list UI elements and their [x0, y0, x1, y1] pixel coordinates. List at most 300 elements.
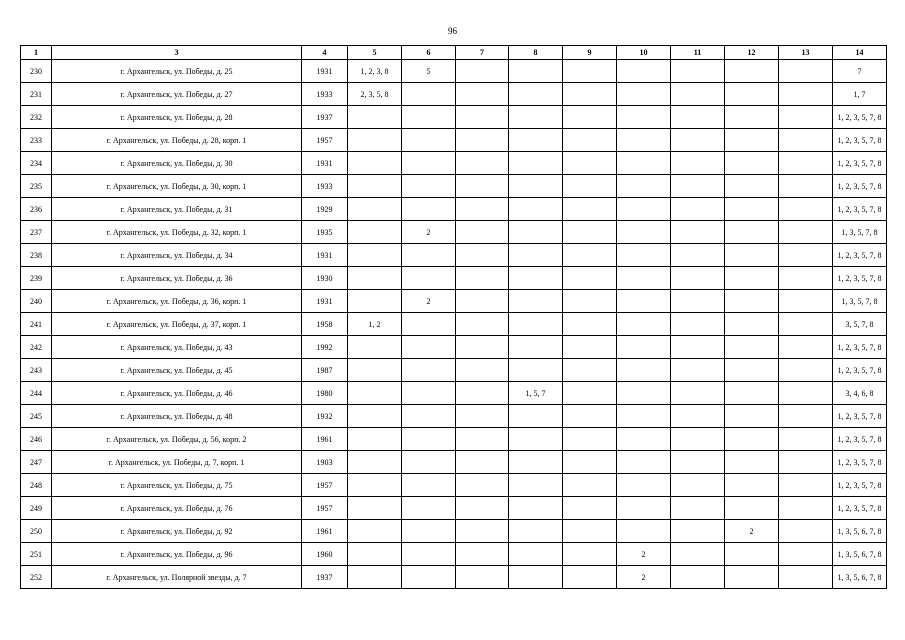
col8-cell [509, 60, 563, 83]
year-cell: 1933 [302, 83, 348, 106]
address-cell: г. Архангельск, ул. Победы, д. 31 [52, 198, 302, 221]
col6-cell [402, 129, 456, 152]
col9-cell [563, 106, 617, 129]
row-number-cell: 238 [21, 244, 52, 267]
col11-cell [671, 382, 725, 405]
year-cell: 1903 [302, 451, 348, 474]
col13-cell [779, 60, 833, 83]
col12-cell [725, 405, 779, 428]
col6-cell [402, 106, 456, 129]
col12-cell [725, 566, 779, 589]
address-cell: г. Архангельск, ул. Победы, д. 30 [52, 152, 302, 175]
address-cell: г. Архангельск, ул. Победы, д. 43 [52, 336, 302, 359]
col7-cell [456, 244, 509, 267]
col12-cell [725, 129, 779, 152]
col7-cell [456, 336, 509, 359]
col5-cell [348, 497, 402, 520]
col8-cell [509, 336, 563, 359]
year-cell: 1992 [302, 336, 348, 359]
col6-cell: 2 [402, 221, 456, 244]
col11-cell [671, 336, 725, 359]
address-cell: г. Архангельск, ул. Победы, д. 46 [52, 382, 302, 405]
col7-cell [456, 83, 509, 106]
table-row [21, 175, 887, 198]
col9-cell [563, 428, 617, 451]
row-number-cell: 236 [21, 198, 52, 221]
col12-cell [725, 267, 779, 290]
col13-cell [779, 221, 833, 244]
col12-cell [725, 382, 779, 405]
col6-cell: 5 [402, 60, 456, 83]
col11-cell [671, 175, 725, 198]
col11-cell [671, 221, 725, 244]
year-cell: 1935 [302, 221, 348, 244]
table-row [21, 152, 887, 175]
year-cell: 1987 [302, 359, 348, 382]
row-number-cell: 252 [21, 566, 52, 589]
col8-cell [509, 359, 563, 382]
col6-cell [402, 198, 456, 221]
address-cell: г. Архангельск, ул. Победы, д. 7, корп. 1 [52, 451, 302, 474]
col11-cell [671, 313, 725, 336]
col9-cell [563, 405, 617, 428]
table-row [21, 405, 887, 428]
year-cell: 1931 [302, 60, 348, 83]
col14-cell: 1, 2, 3, 5, 7, 8 [833, 497, 887, 520]
col8-cell [509, 106, 563, 129]
col5-cell [348, 129, 402, 152]
col6-cell [402, 520, 456, 543]
address-cell: г. Архангельск, ул. Победы, д. 92 [52, 520, 302, 543]
col11-cell [671, 566, 725, 589]
col10-cell [617, 359, 671, 382]
col5-cell [348, 290, 402, 313]
col12-cell [725, 359, 779, 382]
col9-cell [563, 382, 617, 405]
col5-cell [348, 451, 402, 474]
col10-cell: 2 [617, 566, 671, 589]
col12-cell [725, 313, 779, 336]
year-cell: 1932 [302, 405, 348, 428]
column-header: 4 [302, 46, 348, 60]
table-row [21, 428, 887, 451]
col12-cell [725, 198, 779, 221]
col7-cell [456, 129, 509, 152]
col10-cell [617, 221, 671, 244]
col13-cell [779, 106, 833, 129]
address-cell: г. Архангельск, ул. Победы, д. 25 [52, 60, 302, 83]
col6-cell [402, 313, 456, 336]
table-row [21, 474, 887, 497]
column-header: 9 [563, 46, 617, 60]
row-number-cell: 234 [21, 152, 52, 175]
col8-cell [509, 83, 563, 106]
table-header-row [21, 46, 887, 60]
column-header: 14 [833, 46, 887, 60]
col12-cell: 2 [725, 520, 779, 543]
col5-cell [348, 405, 402, 428]
col9-cell [563, 474, 617, 497]
address-cell: г. Архангельск, ул. Победы, д. 96 [52, 543, 302, 566]
table-row [21, 382, 887, 405]
col14-cell: 1, 3, 5, 7, 8 [833, 290, 887, 313]
col11-cell [671, 451, 725, 474]
col10-cell [617, 474, 671, 497]
col9-cell [563, 129, 617, 152]
col7-cell [456, 106, 509, 129]
col8-cell: 1, 5, 7 [509, 382, 563, 405]
col13-cell [779, 382, 833, 405]
col10-cell [617, 497, 671, 520]
table-row [21, 290, 887, 313]
col9-cell [563, 543, 617, 566]
col6-cell [402, 382, 456, 405]
col9-cell [563, 267, 617, 290]
col8-cell [509, 543, 563, 566]
column-header: 1 [21, 46, 52, 60]
col8-cell [509, 198, 563, 221]
col6-cell [402, 267, 456, 290]
table-row [21, 451, 887, 474]
col13-cell [779, 152, 833, 175]
col9-cell [563, 359, 617, 382]
col14-cell: 1, 2, 3, 5, 7, 8 [833, 152, 887, 175]
table-row [21, 336, 887, 359]
year-cell: 1957 [302, 129, 348, 152]
col10-cell [617, 198, 671, 221]
address-cell: г. Архангельск, ул. Победы, д. 48 [52, 405, 302, 428]
year-cell: 1980 [302, 382, 348, 405]
col12-cell [725, 474, 779, 497]
address-cell: г. Архангельск, ул. Победы, д. 36 [52, 267, 302, 290]
col13-cell [779, 359, 833, 382]
col9-cell [563, 336, 617, 359]
col8-cell [509, 497, 563, 520]
col5-cell [348, 359, 402, 382]
col13-cell [779, 497, 833, 520]
col9-cell [563, 221, 617, 244]
col13-cell [779, 244, 833, 267]
col14-cell: 1, 2, 3, 5, 7, 8 [833, 175, 887, 198]
col6-cell [402, 244, 456, 267]
row-number-cell: 250 [21, 520, 52, 543]
col7-cell [456, 405, 509, 428]
col6-cell [402, 428, 456, 451]
col11-cell [671, 198, 725, 221]
col10-cell [617, 152, 671, 175]
address-cell: г. Архангельск, ул. Победы, д. 28 [52, 106, 302, 129]
table-row [21, 60, 887, 83]
row-number-cell: 249 [21, 497, 52, 520]
address-cell: г. Архангельск, ул. Победы, д. 76 [52, 497, 302, 520]
col6-cell [402, 152, 456, 175]
col7-cell [456, 543, 509, 566]
col14-cell: 1, 2, 3, 5, 7, 8 [833, 106, 887, 129]
col13-cell [779, 83, 833, 106]
col13-cell [779, 267, 833, 290]
column-header: 3 [52, 46, 302, 60]
row-number-cell: 230 [21, 60, 52, 83]
col7-cell [456, 152, 509, 175]
col9-cell [563, 451, 617, 474]
col8-cell [509, 520, 563, 543]
address-cell: г. Архангельск, ул. Полярной звезды, д. 7 [52, 566, 302, 589]
column-header: 11 [671, 46, 725, 60]
col9-cell [563, 198, 617, 221]
col13-cell [779, 129, 833, 152]
col13-cell [779, 520, 833, 543]
col12-cell [725, 83, 779, 106]
row-number-cell: 248 [21, 474, 52, 497]
col13-cell [779, 198, 833, 221]
col13-cell [779, 428, 833, 451]
table-row [21, 83, 887, 106]
col8-cell [509, 474, 563, 497]
col11-cell [671, 405, 725, 428]
col6-cell [402, 175, 456, 198]
table-row [21, 313, 887, 336]
col11-cell [671, 129, 725, 152]
col9-cell [563, 244, 617, 267]
row-number-cell: 251 [21, 543, 52, 566]
col10-cell [617, 60, 671, 83]
col11-cell [671, 60, 725, 83]
col11-cell [671, 267, 725, 290]
year-cell: 1957 [302, 497, 348, 520]
col10-cell [617, 129, 671, 152]
col11-cell [671, 106, 725, 129]
row-number-cell: 244 [21, 382, 52, 405]
col7-cell [456, 566, 509, 589]
col5-cell: 2, 3, 5, 8 [348, 83, 402, 106]
column-header: 7 [456, 46, 509, 60]
col5-cell [348, 520, 402, 543]
col14-cell: 1, 2, 3, 5, 7, 8 [833, 336, 887, 359]
col8-cell [509, 129, 563, 152]
col9-cell [563, 175, 617, 198]
col7-cell [456, 313, 509, 336]
col5-cell [348, 474, 402, 497]
col5-cell: 1, 2, 3, 8 [348, 60, 402, 83]
building-registry-table [20, 45, 887, 589]
col9-cell [563, 497, 617, 520]
col7-cell [456, 221, 509, 244]
col12-cell [725, 244, 779, 267]
col10-cell [617, 313, 671, 336]
col8-cell [509, 221, 563, 244]
col9-cell [563, 83, 617, 106]
col8-cell [509, 175, 563, 198]
table-row [21, 267, 887, 290]
col12-cell [725, 428, 779, 451]
col8-cell [509, 313, 563, 336]
col10-cell [617, 451, 671, 474]
col9-cell [563, 520, 617, 543]
col12-cell [725, 543, 779, 566]
col14-cell: 1, 2, 3, 5, 7, 8 [833, 474, 887, 497]
col11-cell [671, 152, 725, 175]
col7-cell [456, 382, 509, 405]
col9-cell [563, 566, 617, 589]
col6-cell [402, 336, 456, 359]
col14-cell: 1, 2, 3, 5, 7, 8 [833, 405, 887, 428]
col13-cell [779, 566, 833, 589]
year-cell: 1930 [302, 267, 348, 290]
col5-cell [348, 221, 402, 244]
col7-cell [456, 428, 509, 451]
col5-cell [348, 543, 402, 566]
col14-cell: 1, 3, 5, 6, 7, 8 [833, 543, 887, 566]
col6-cell [402, 83, 456, 106]
col5-cell [348, 267, 402, 290]
col13-cell [779, 290, 833, 313]
year-cell: 1961 [302, 520, 348, 543]
column-header: 6 [402, 46, 456, 60]
col5-cell [348, 175, 402, 198]
col12-cell [725, 106, 779, 129]
column-header: 13 [779, 46, 833, 60]
col6-cell [402, 474, 456, 497]
year-cell: 1931 [302, 290, 348, 313]
col7-cell [456, 359, 509, 382]
col14-cell: 1, 3, 5, 6, 7, 8 [833, 566, 887, 589]
col14-cell: 3, 5, 7, 8 [833, 313, 887, 336]
row-number-cell: 242 [21, 336, 52, 359]
col10-cell [617, 106, 671, 129]
col11-cell [671, 520, 725, 543]
address-cell: г. Архангельск, ул. Победы, д. 32, корп. 1 [52, 221, 302, 244]
address-cell: г. Архангельск, ул. Победы, д. 30, корп. 1 [52, 175, 302, 198]
col10-cell [617, 244, 671, 267]
col8-cell [509, 451, 563, 474]
col14-cell: 7 [833, 60, 887, 83]
row-number-cell: 246 [21, 428, 52, 451]
col5-cell [348, 382, 402, 405]
col10-cell [617, 267, 671, 290]
year-cell: 1961 [302, 428, 348, 451]
row-number-cell: 235 [21, 175, 52, 198]
col14-cell: 1, 3, 5, 7, 8 [833, 221, 887, 244]
address-cell: г. Архангельск, ул. Победы, д. 28, корп. 1 [52, 129, 302, 152]
address-cell: г. Архангельск, ул. Победы, д. 75 [52, 474, 302, 497]
col10-cell [617, 83, 671, 106]
col7-cell [456, 474, 509, 497]
col13-cell [779, 175, 833, 198]
table-row [21, 520, 887, 543]
year-cell: 1933 [302, 175, 348, 198]
table-row [21, 244, 887, 267]
col14-cell: 1, 2, 3, 5, 7, 8 [833, 198, 887, 221]
col7-cell [456, 290, 509, 313]
col13-cell [779, 451, 833, 474]
col6-cell [402, 359, 456, 382]
col8-cell [509, 152, 563, 175]
col10-cell [617, 382, 671, 405]
col5-cell [348, 428, 402, 451]
col8-cell [509, 244, 563, 267]
year-cell: 1931 [302, 244, 348, 267]
col5-cell [348, 336, 402, 359]
col11-cell [671, 474, 725, 497]
col11-cell [671, 290, 725, 313]
col11-cell [671, 428, 725, 451]
row-number-cell: 231 [21, 83, 52, 106]
col5-cell [348, 566, 402, 589]
year-cell: 1960 [302, 543, 348, 566]
column-header: 8 [509, 46, 563, 60]
address-cell: г. Архангельск, ул. Победы, д. 45 [52, 359, 302, 382]
col10-cell [617, 336, 671, 359]
col14-cell: 1, 2, 3, 5, 7, 8 [833, 428, 887, 451]
col7-cell [456, 198, 509, 221]
col9-cell [563, 60, 617, 83]
col10-cell: 2 [617, 543, 671, 566]
col10-cell [617, 405, 671, 428]
col6-cell [402, 497, 456, 520]
col13-cell [779, 543, 833, 566]
col8-cell [509, 405, 563, 428]
year-cell: 1957 [302, 474, 348, 497]
address-cell: г. Архангельск, ул. Победы, д. 37, корп. 1 [52, 313, 302, 336]
table-row [21, 106, 887, 129]
col6-cell [402, 566, 456, 589]
year-cell: 1958 [302, 313, 348, 336]
col5-cell [348, 152, 402, 175]
col9-cell [563, 313, 617, 336]
col12-cell [725, 497, 779, 520]
address-cell: г. Архангельск, ул. Победы, д. 56, корп. 2 [52, 428, 302, 451]
col5-cell [348, 244, 402, 267]
col7-cell [456, 497, 509, 520]
col7-cell [456, 60, 509, 83]
col12-cell [725, 290, 779, 313]
row-number-cell: 237 [21, 221, 52, 244]
column-header: 5 [348, 46, 402, 60]
col14-cell: 1, 2, 3, 5, 7, 8 [833, 129, 887, 152]
table-row [21, 497, 887, 520]
col12-cell [725, 175, 779, 198]
col7-cell [456, 520, 509, 543]
page-number: 96 [448, 26, 457, 36]
col11-cell [671, 359, 725, 382]
col13-cell [779, 405, 833, 428]
col14-cell: 3, 4, 6, 8 [833, 382, 887, 405]
col10-cell [617, 290, 671, 313]
col8-cell [509, 428, 563, 451]
col10-cell [617, 428, 671, 451]
year-cell: 1931 [302, 152, 348, 175]
col14-cell: 1, 3, 5, 6, 7, 8 [833, 520, 887, 543]
address-cell: г. Архангельск, ул. Победы, д. 27 [52, 83, 302, 106]
col7-cell [456, 175, 509, 198]
col8-cell [509, 290, 563, 313]
row-number-cell: 247 [21, 451, 52, 474]
col13-cell [779, 336, 833, 359]
table-row [21, 543, 887, 566]
col10-cell [617, 175, 671, 198]
col8-cell [509, 267, 563, 290]
table-row [21, 198, 887, 221]
row-number-cell: 232 [21, 106, 52, 129]
col11-cell [671, 497, 725, 520]
col6-cell [402, 451, 456, 474]
table-row [21, 359, 887, 382]
column-header: 10 [617, 46, 671, 60]
row-number-cell: 245 [21, 405, 52, 428]
col13-cell [779, 474, 833, 497]
col9-cell [563, 290, 617, 313]
col12-cell [725, 152, 779, 175]
